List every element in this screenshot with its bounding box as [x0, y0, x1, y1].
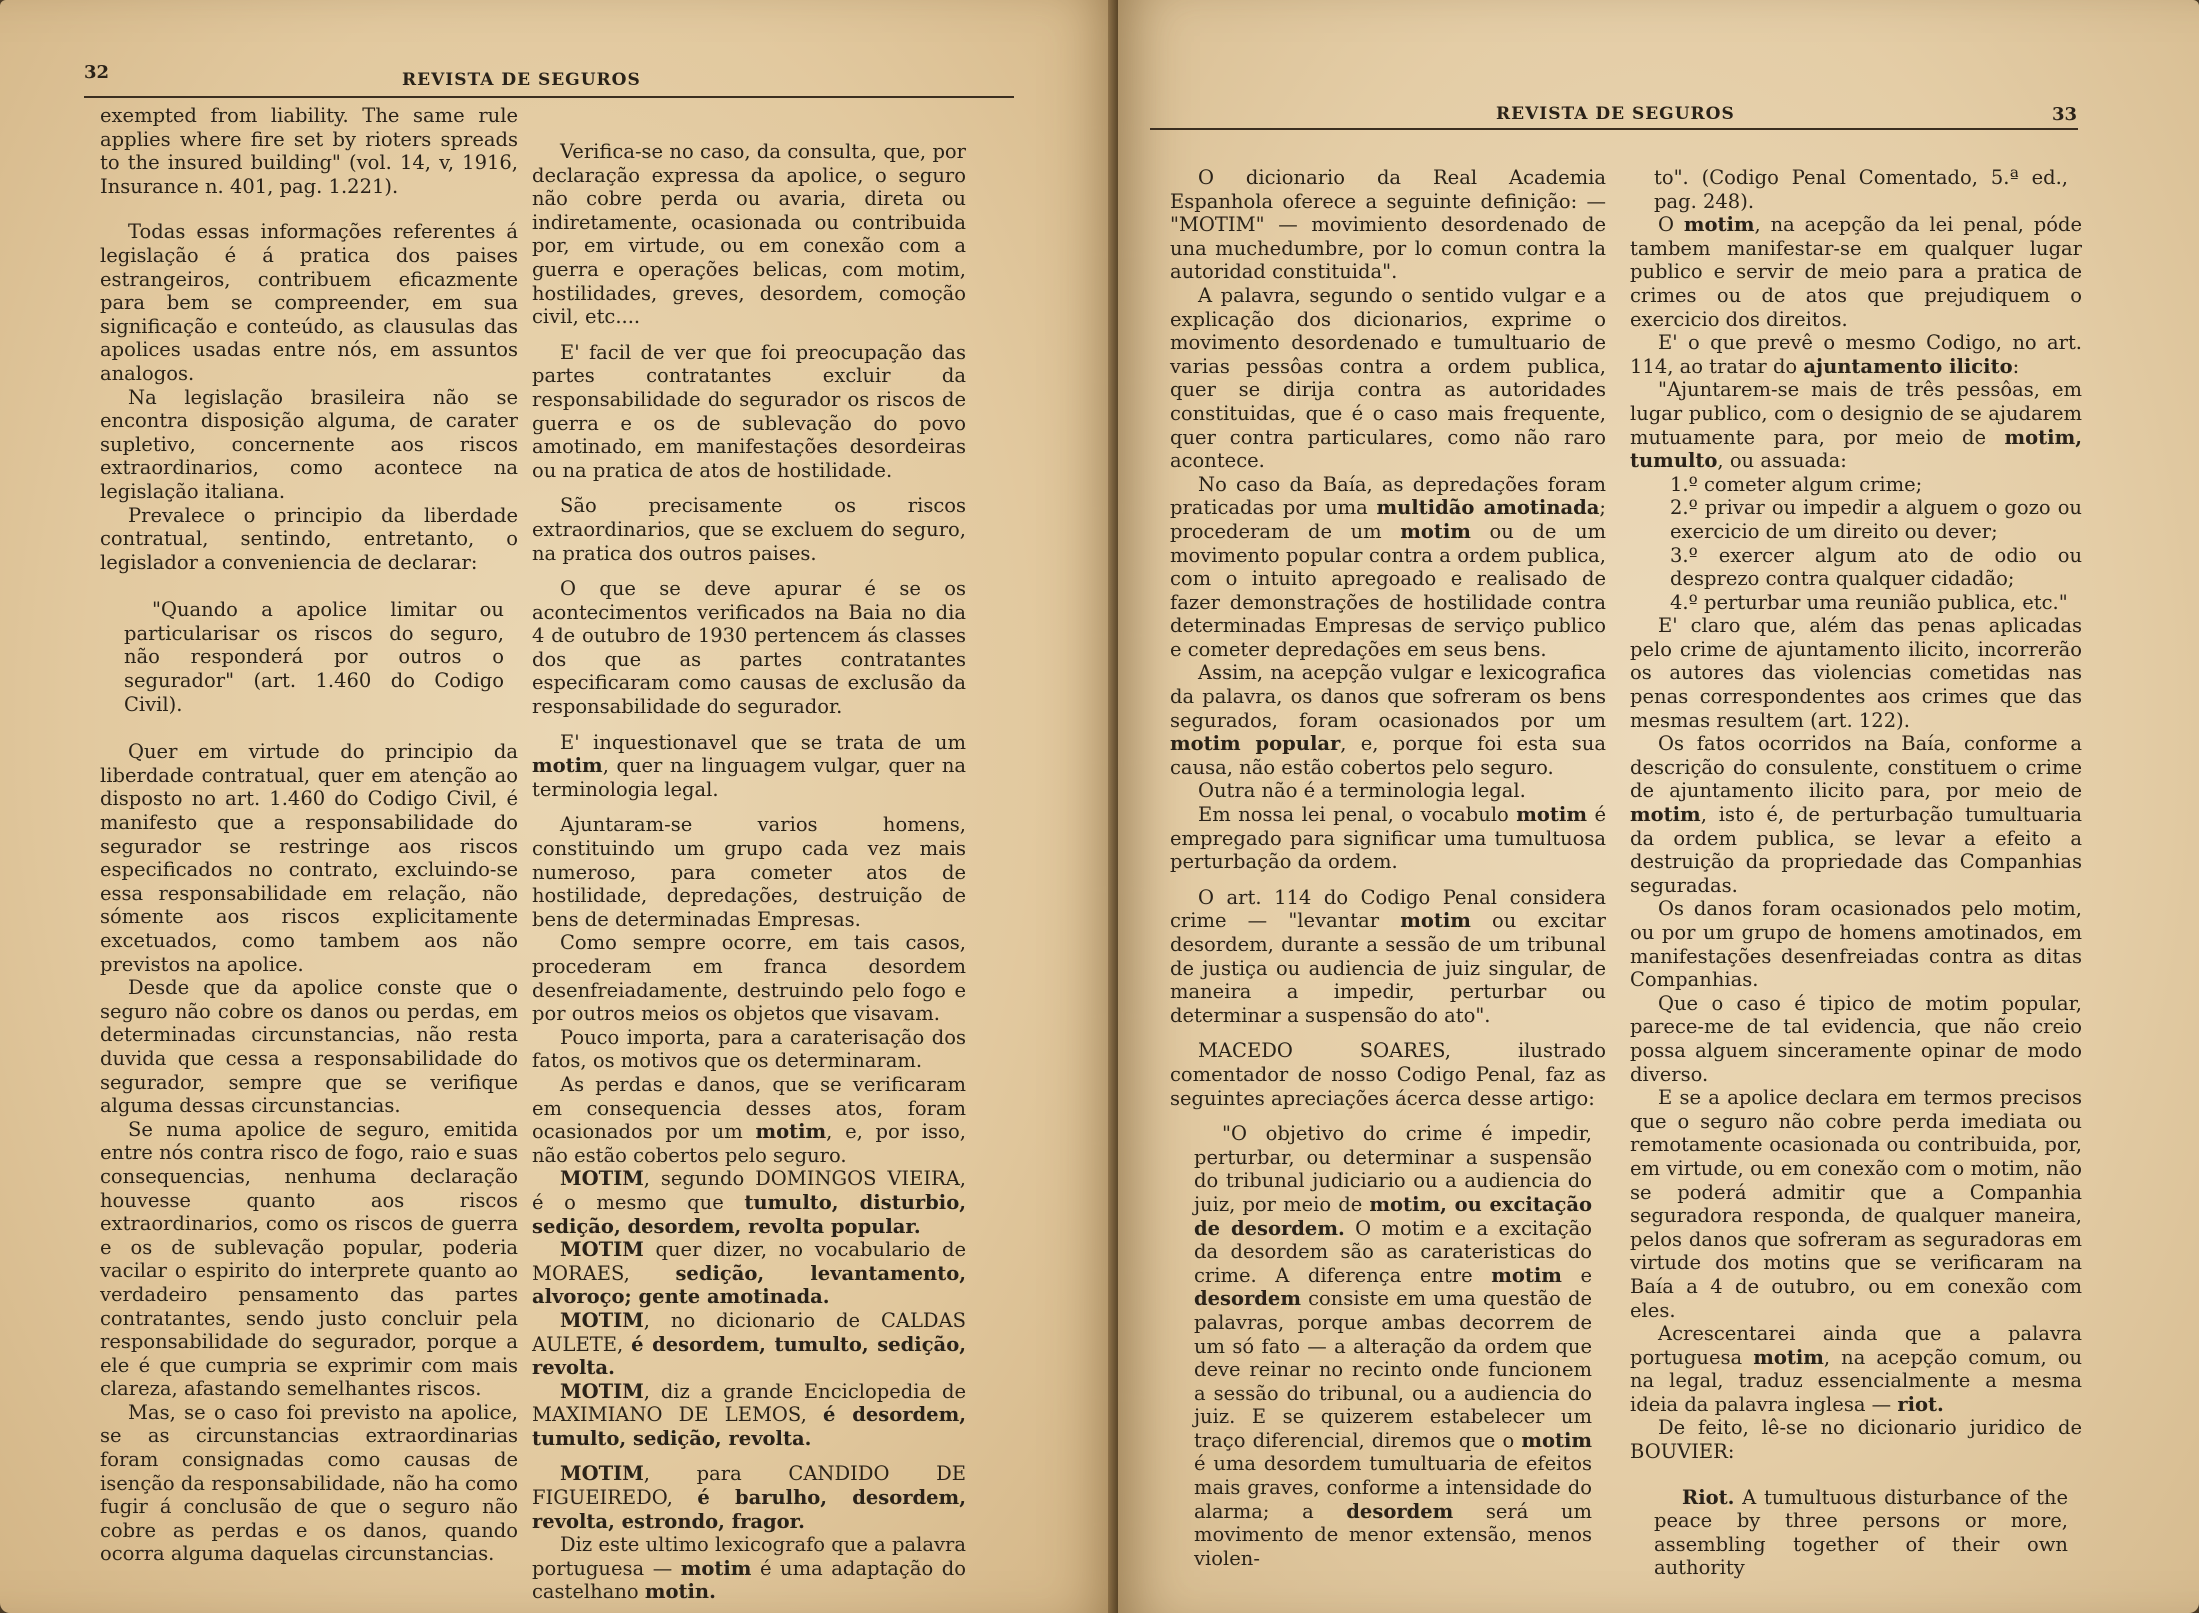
paragraph: MOTIM quer dizer, no vocabulario de MORAES, sedição, levantamento, alvoroço; gente amotinada. — [532, 1238, 966, 1309]
paragraph: MOTIM, diz a grande Enciclopedia de MAXIMIANO DE LEMOS, é desordem, tumulto, sedição, revolta. — [532, 1379, 966, 1450]
right-column — [1630, 166, 2082, 1580]
paragraph: E' o que prevê o mesmo Codigo, no art. 114, ao tratar do ajuntamento ilicito: — [1630, 331, 2082, 378]
paragraph: Quer em virtude do principio da liberdade contratual, quer em atenção ao disposto no art. 1.460 do Codigo Civil, é manifesto que a responsabilidade do segurador se restringe aos riscos especificados no contrato, excluindo-se essa responsabilidade em relação, não sómente aos riscos explicitamente excetuados, como tambem aos não previstos na apolice. — [100, 740, 518, 976]
paragraph: Na legislação brasileira não se encontra disposição alguma, de carater supletivo, concernente aos riscos extraordinarios, como acontece na legislação italiana. — [100, 385, 518, 503]
paragraph: Mas, se o caso foi previsto na apolice, se as circunstancias extraordinarias foram consignadas como causas de isenção da responsabilidade, não ha como fugir á conclusão de que o seguro não cobre as perdas e os danos, quando ocorra alguma daquelas circunstancias. — [100, 1400, 518, 1566]
right-column — [532, 140, 966, 1604]
paragraph: A palavra, segundo o sentido vulgar e a explicação dos dicionarios, exprime o movimento desordenado e tumultuario de varias pessôas contra a ordem publica, quer se dirija contra as autoridades constituidas, que é o caso mais frequente, quer contra particulares, como não raro acontece. — [1170, 283, 1606, 473]
quotation: "O objetivo do crime é impedir, perturbar, ou determinar a suspensão do tribunal judiciario ou a audiencia do juiz, por meio de motim, ou excitação de desordem. O motim e a excitação da desordem são as carateristicas do crime. A diferença entre motim e desordem consiste em uma questão de palavras, porque ambas decorrem de um só fato — a alteração da ordem que deve reinar no recinto onde funcionem a sessão do tribunal, ou a audiencia do juiz. E se quizerem estabelecer um traço diferencial, diremos que o motim é uma desordem tumultuaria de efeitos mais graves, conforme a intensidade do alarma; a desordem será um movimento de menor extensão, menos violen- — [1194, 1122, 1592, 1570]
paragraph: O motim, na acepção da lei penal, póde tambem manifestar-se em qualquer lugar publico e servir de meio para a pratica de crimes ou de atos que prejudiquem o exercicio dos direitos. — [1630, 213, 2082, 331]
paragraph: MOTIM, para CANDIDO DE FIGUEIREDO, é barulho, desordem, revolta, estrondo, fragor. — [532, 1462, 966, 1533]
left-column — [1170, 166, 1606, 1570]
paragraph: exempted from liability. The same rule applies where fire set by rioters spreads to the insured building" (vol. 14, v, 1916, Insurance n. 401, pag. 1.221). — [100, 104, 518, 198]
list-item: 2.º privar ou impedir a alguem o gozo ou exercicio de um direito ou dever; — [1670, 496, 2082, 543]
paragraph: MOTIM, no dicionario de CALDAS AULETE, é desordem, tumulto, sedição, revolta. — [532, 1308, 966, 1380]
paragraph: De feito, lê-se no dicionario juridico de BOUVIER: — [1630, 1416, 2082, 1464]
paragraph: Assim, na acepção vulgar e lexicografica da palavra, os danos que sofreram os bens segurados, foram ocasionados por um motim popular, e, porque foi esta sua causa, não estão cobertos pelo seguro. — [1170, 661, 1606, 779]
paragraph: E se a apolice declara em termos precisos que o seguro não cobre perda imediata ou remotamente ocasionada ou contribuida, por, em virtude, ou em conexão com o motim, não se poderá admitir que a Companhia seguradora responda, de qualquer maneira, pelos danos que sofreram as seguradoras em virtude dos motins que se verificaram na Baía a 4 de outubro, ou em conexão com eles. — [1630, 1086, 2082, 1322]
paragraph: Os fatos ocorridos na Baía, conforme a descrição do consulente, constituem o crime de ajuntamento ilicito para, por meio de motim, isto é, de perturbação tumultuaria da ordem publica, se levar a efeito a destruição da propriedade das Companhias seguradas. — [1630, 732, 2082, 897]
paragraph: O dicionario da Real Academia Espanhola oferece a seguinte definição: — "MOTIM" — movimiento desordenado de una muchedumbre, por lo comun contra la autoridad constituida". — [1170, 166, 1606, 284]
paragraph: Que o caso é tipico de motim popular, parece-me de tal evidencia, que não creio possa alguem sinceramente opinar de modo diverso. — [1630, 991, 2082, 1086]
paragraph: Como sempre ocorre, em tais casos, procederam em franca desordem desenfreiadamente, destruindo pelo fogo e por outros meios os objetos que visavam. — [532, 931, 966, 1026]
paragraph: Ajuntaram-se varios homens, constituindo um grupo cada vez mais numeroso, para cometer atos de hostilidade, depredações, destruição de bens de determinadas Empresas. — [532, 813, 966, 931]
quotation: "Quando a apolice limitar ou particularisar os riscos do seguro, não responderá por outros o segurador" (art. 1.460 do Codigo Civil). — [124, 598, 504, 716]
list-item: 4.º perturbar uma reunião publica, etc." — [1670, 590, 2068, 614]
header-rule — [84, 96, 1014, 98]
paragraph: MOTIM, segundo DOMINGOS VIEIRA, é o mesmo que tumulto, disturbio, sedição, desordem, revolta popular. — [532, 1167, 966, 1238]
paragraph: Prevalece o principio da liberdade contratual, sentindo, entretanto, o legislador a conveniencia de declarar: — [100, 503, 518, 574]
paragraph: Todas essas informações referentes á legislação é á pratica dos paises estrangeiros, contribuem eficazmente para bem se compreender, em sua significação e conteúdo, as clausulas das apolices usadas entre nós, em assuntos analogos. — [100, 220, 518, 385]
paragraph: O art. 114 do Codigo Penal considera crime — "levantar motim ou excitar desordem, durante a sessão de um tribunal de justiça ou audiencia de juiz singular, de maneira a impedir, perturbar ou determinar a suspensão do ato". — [1170, 885, 1606, 1027]
paragraph: Os danos foram ocasionados pelo motim, ou por um grupo de homens amotinados, em manifestações desenfreiadas contra as ditas Companhias. — [1630, 897, 2082, 992]
paragraph: Em nossa lei penal, o vocabulo motim é empregado para significar uma tumultuosa perturbação da ordem. — [1170, 803, 1606, 874]
running-head: REVISTA DE SEGUROS — [402, 70, 641, 90]
paragraph: E' facil de ver que foi preocupação das partes contratantes excluir da responsabilidade do segurador os riscos de guerra e os de sublevação do povo amotinado, em manifestações desordeiras ou na pratica de atos de hostilidade. — [532, 340, 966, 482]
paragraph: São precisamente os riscos extraordinarios, que se excluem do seguro, na pratica dos outros paises. — [532, 494, 966, 565]
paragraph: Outra não é a terminologia legal. — [1198, 779, 1526, 803]
header-rule — [1150, 128, 2078, 130]
paragraph: E' inquestionavel que se trata de um motim, quer na linguagem vulgar, quer na terminologia legal. — [532, 730, 966, 801]
paragraph: Verifica-se no caso, da consulta, que, por declaração expressa da apolice, o seguro não cobre perda ou avaria, direta ou indiretamente, ocasionada ou contribuida por, em virtude, ou em conexão com a guerra e operações belicas, com motim, hostilidades, greves, desordem, comoção civil, etc.... — [532, 140, 966, 329]
list-item: 3.º exercer algum ato de odio ou desprezo contra qualquer cidadão; — [1670, 543, 2082, 591]
right-page — [1118, 0, 2199, 1613]
paragraph: MACEDO SOARES, ilustrado comentador de nosso Codigo Penal, faz as seguintes apreciações ácerca desse artigo: — [1170, 1039, 1606, 1110]
paragraph: As perdas e danos, que se verificaram em consequencia desses atos, foram ocasionados por um motim, e, por isso, não estão cobertos pelo seguro. — [532, 1072, 966, 1167]
paragraph: No caso da Baía, as depredações foram praticadas por uma multidão amotinada; procederam de um motim ou de um movimento popular contra a ordem publica, com o intuito apregoado e realisado de fazer demonstrações de hostilidade contra determinadas Empresas de serviço publico e cometer depredações em seus bens. — [1170, 472, 1607, 661]
paragraph: Acrescentarei ainda que a palavra portuguesa motim, na acepção comum, ou na legal, traduz essencialmente a mesma ideia da palavra inglesa — riot. — [1630, 1322, 2082, 1416]
page-number: 33 — [2052, 104, 2078, 125]
quotation: "Ajuntarem-se mais de três pessôas, em lugar publico, com o designio de se ajudarem mutuamente para, por meio de motim, tumulto, ou assuada: — [1630, 378, 2082, 473]
paragraph: Diz este ultimo lexicografo que a palavra portuguesa — motim é uma adaptação do castelhano motin. — [532, 1533, 966, 1604]
left-column — [100, 104, 518, 1566]
paragraph: Desde que da apolice conste que o seguro não cobre os danos ou perdas, em determinadas circunstancias, não resta duvida que cessa a responsabilidade do segurador, sempre que se verifique alguma dessas circunstancias. — [100, 976, 518, 1118]
paragraph: to". (Codigo Penal Comentado, 5.ª ed., pag. 248). — [1654, 166, 2068, 213]
paragraph: Pouco importa, para a caraterisação dos fatos, os motivos que os determinaram. — [532, 1025, 966, 1073]
quotation: Riot. A tumultuous disturbance of the peace by three persons or more, assembling together of their own authority — [1654, 1485, 2068, 1580]
paragraph: E' claro que, além das penas aplicadas pelo crime de ajuntamento ilicito, incorrerão os autores das violencias cometidas nas penas correspondentes aos crimes que das mesmas resultem (art. 122). — [1630, 614, 2082, 732]
page-number: 32 — [84, 62, 110, 83]
paragraph: Se numa apolice de seguro, emitida entre nós contra risco de fogo, raio e suas consequencias, nenhuma declaração houvesse quanto aos riscos extraordinarios, como os riscos de guerra e os de sublevação popular, poderia vacilar o espirito do interprete quanto ao verdadeiro pensamento das partes contratantes, sendo justo concluir pela responsabilidade do segurador, porque a ele é que cumpria se exprimir com mais clareza, afastando semelhantes riscos. — [100, 1117, 518, 1401]
running-head: REVISTA DE SEGUROS — [1496, 104, 1735, 124]
list-item: 1.º cometer algum crime; — [1670, 472, 1923, 496]
paragraph: O que se deve apurar é se os acontecimentos verificados na Baia no dia 4 de outubro de 1930 pertencem ás classes dos que as partes contratantes especificaram como causas de exclusão da responsabilidade do segurador. — [532, 577, 966, 719]
